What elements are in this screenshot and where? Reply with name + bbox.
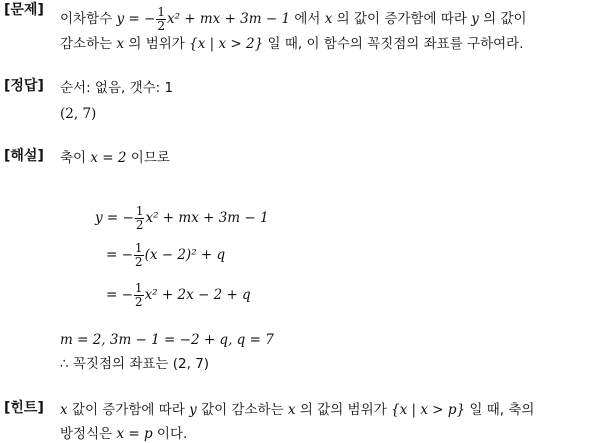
answer-line-2: (2, 7) (60, 106, 97, 122)
problem-line-2: 감소하는 x 의 범위가 {x | x > 2} 일 때, 이 함수의 꼭짓점의 좌표를 구하여라. (60, 36, 524, 52)
hint-set: {x | x > p} (390, 402, 466, 418)
problem-line-1: 이차함수 y = − $\frac{1}{2}$ x² + mx + 3m − 1 에서 x 의 값이 증가함에 따라 y 의 값이 (60, 5, 527, 33)
problem-text: 이차함수 (60, 11, 113, 27)
fraction-one-half: $\frac{1}{2}$ (134, 241, 143, 269)
explanation-conclusion: ∴ 꼭짓점의 좌표는 (2, 7) (60, 356, 210, 372)
fraction-one-half: $\frac{1}{2}$ (157, 5, 165, 33)
answer-line-1: 순서: 없음, 갯수: 1 (60, 80, 174, 96)
fraction-one-half: $\frac{1}{2}$ (134, 281, 143, 309)
problem-tag: [문제] (4, 2, 44, 18)
explanation-intro: 축이 x = 2 이므로 (60, 150, 170, 166)
problem-set: {x | x > 2} (189, 36, 264, 52)
fraction-one-half: $\frac{1}{2}$ (135, 204, 144, 232)
equation-row-3: = − $\frac{1}{2}$ x² + 2x − 2 + q (106, 281, 251, 309)
equation-row-1: y = − $\frac{1}{2}$ x² + mx + 3m − 1 (95, 204, 269, 232)
hint-line-1: x 값이 증가함에 따라 y 값이 감소하는 x 의 값의 범위가 {x | x > p} 일 때, 축의 (60, 402, 535, 418)
problem-function: y = − $\frac{1}{2}$ x² + mx + 3m − 1 (116, 5, 291, 33)
explanation-result: m = 2, 3m − 1 = −2 + q, q = 7 (60, 332, 274, 348)
explanation-tag: [해설] (4, 148, 44, 164)
hint-tag: [힌트] (4, 400, 44, 416)
answer-tag: [정답] (4, 78, 44, 94)
equation-row-2: = − $\frac{1}{2}$ (x − 2)² + q (106, 241, 226, 269)
hint-line-2: 방정식은 x = p 이다. (60, 426, 188, 442)
